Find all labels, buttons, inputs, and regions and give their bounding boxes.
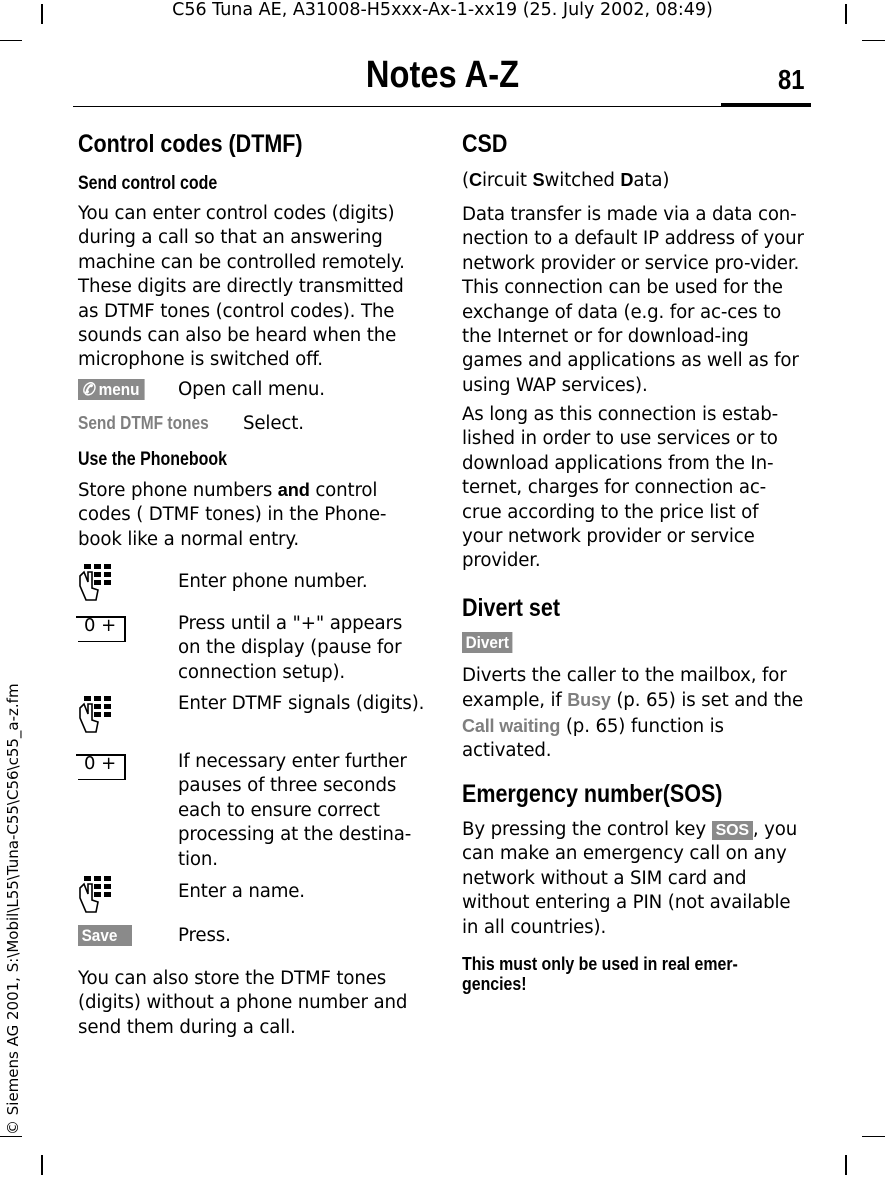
call-waiting-menu-ref: Call waiting — [462, 715, 561, 736]
csd-def-part: ircuit — [481, 170, 533, 191]
paragraph-csd-1: Data transfer is made via a data con-nection to a default IP address of your network provider or service pro-vider. This connection can be used for the exchange of data (e.g. for ac-ces to the Internet or for download-ing games and applications as well as for using WAP services). — [462, 204, 804, 396]
page-title: Notes A-Z — [365, 54, 520, 96]
zero-key-label: 0 + — [84, 615, 117, 636]
step-text: If necessary enter further pauses of three seconds each to ensure correct processing at the destina-tion. — [178, 751, 412, 870]
send-dtmf-text: Select. — [243, 413, 304, 434]
subheading-use-phonebook: Use the Phonebook — [78, 449, 227, 470]
menu-softkey — [78, 379, 145, 400]
keypad-icon — [78, 560, 120, 606]
paragraph-csd-2: As long as this connection is estab-lished in order to use services or to download applications from the In-ternet, charges for connection ac-crue according to the price list of your network provider or service provider. — [462, 404, 779, 572]
step-row — [78, 870, 423, 914]
step-text: Press. — [178, 925, 231, 946]
sos-text: By pressing the control key — [462, 819, 712, 840]
zero-key-icon — [78, 616, 126, 642]
menu-softkey-label: menu — [98, 380, 140, 399]
csd-definition — [462, 168, 669, 193]
crop-mark — [862, 40, 885, 41]
divert-text: (p. 65) function is activated. — [462, 715, 724, 762]
zero-key-label: 0 + — [84, 753, 117, 774]
menu-row — [78, 378, 423, 404]
subheading-send-control-code: Send control code — [78, 173, 218, 194]
sos-text: , you can make an emergency call on any network without a SIM card and without entering a PIN (not available in all countries). — [462, 819, 798, 938]
divert-text: Diverts the caller to the mailbox, for example, if — [462, 665, 787, 712]
header-rule — [73, 106, 811, 107]
section-heading-emergency: Emergency number(SOS) — [462, 780, 723, 808]
keypad-icon — [78, 692, 120, 738]
paragraph-divert — [462, 664, 808, 764]
document-meta-header: C56 Tuna AE, A31008-H5xxx-Ax-1-xx19 (25. July 2002, 08:49) — [172, 0, 713, 20]
divert-text: (p. 65) is set and the — [610, 690, 804, 712]
step-text: Enter phone number. — [178, 571, 368, 592]
crop-mark — [41, 1155, 43, 1175]
divert-softkey: Divert — [462, 632, 513, 653]
step-text: Enter DTMF signals (digits). — [178, 693, 425, 714]
csd-def-part: witched — [544, 170, 621, 191]
page-number: 81 — [778, 64, 805, 95]
paragraph-store-without-number: You can also store the DTMF tones (digits) without a phone number and send them during a call. — [78, 968, 408, 1038]
section-heading-dtmf: Control codes (DTMF) — [78, 130, 303, 158]
step-row — [78, 558, 423, 602]
copyright-text: © Siemens AG 2001, S:\Mobil\L55\Tuna-C55\C56\c55_a-z.fm — [4, 683, 22, 1135]
csd-def-part: S — [532, 170, 545, 190]
crop-mark — [0, 40, 22, 41]
crop-mark — [845, 1155, 847, 1175]
csd-def-part: ata) — [633, 170, 670, 191]
section-heading-csd: CSD — [462, 130, 508, 158]
phone-handset-icon: ✆ — [81, 380, 95, 399]
save-softkey: Save — [78, 925, 132, 946]
section-heading-divert: Divert set — [462, 594, 560, 622]
sos-warning: This must only be used in real emer-gencies! — [462, 953, 738, 994]
menu-row-text: Open call menu. — [178, 379, 325, 400]
phonebook-text-a: Store phone numbers — [78, 480, 278, 501]
busy-menu-ref: Busy — [567, 690, 611, 711]
phonebook-text-and: and — [277, 480, 310, 500]
crop-mark — [0, 1136, 22, 1137]
phonebook-text-c: control codes ( DTMF tones) in the Phone-book like a normal entry. — [78, 480, 387, 550]
crop-mark — [862, 1136, 885, 1137]
paragraph-sos — [462, 818, 808, 940]
step-row — [78, 924, 423, 950]
paragraph-dtmf-intro: You can enter control codes (digits) during a call so that an answering machine can be controlled remotely. These digits are directly transmitted as DTMF tones (control codes). The sounds can also be heard when the microphone is switched off. — [78, 203, 405, 371]
sos-key: SOS — [712, 821, 753, 840]
step-text: Press until a "+" appears on the display (pause for connection setup). — [178, 613, 403, 683]
step-row — [78, 688, 423, 740]
step-row — [78, 612, 423, 684]
zero-key-icon — [78, 754, 126, 780]
step-text: Enter a name. — [178, 881, 305, 902]
csd-def-part: D — [620, 170, 634, 190]
send-dtmf-label: Send DTMF tones — [78, 413, 209, 433]
paragraph-phonebook — [78, 478, 414, 552]
step-row — [78, 750, 423, 872]
csd-def-part: C — [468, 170, 482, 190]
send-dtmf-row — [78, 412, 423, 438]
keypad-icon — [78, 872, 120, 918]
csd-def-part: ( — [462, 170, 469, 191]
